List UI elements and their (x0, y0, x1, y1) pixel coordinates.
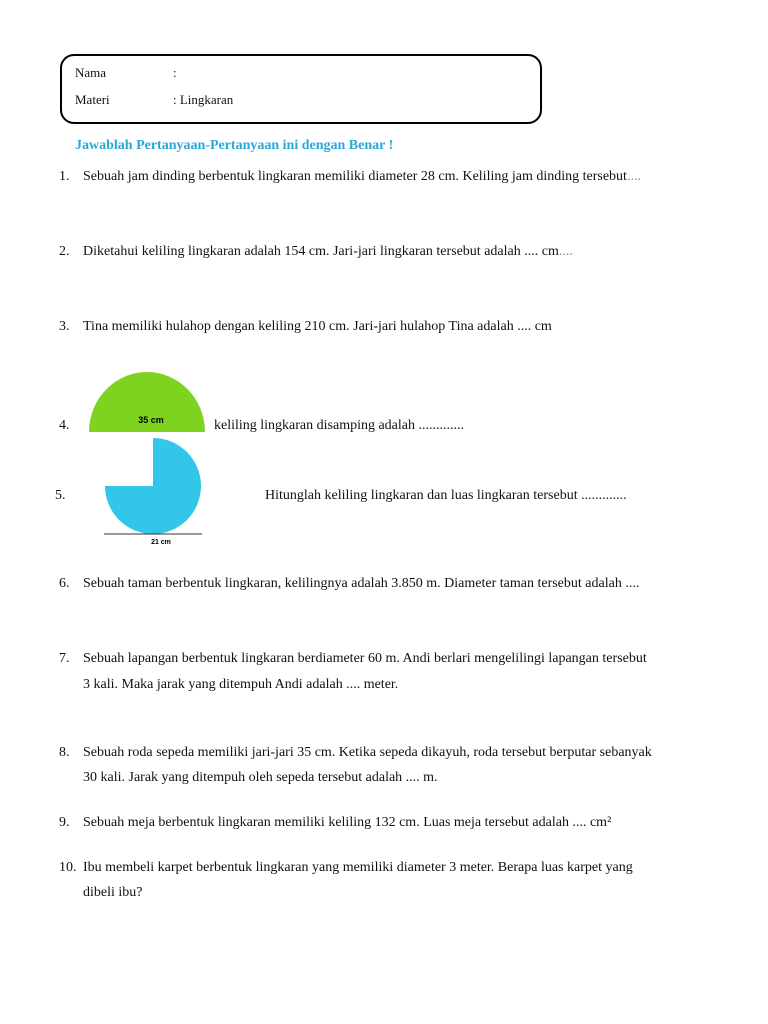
question-number: 7. (59, 651, 70, 666)
answer-dots: .... (558, 244, 573, 259)
three-quarter-circle-figure (100, 437, 208, 549)
question-number: 2. (59, 244, 70, 259)
question-text: Sebuah meja berbentuk lingkaran memiliki keliling 132 cm. Luas meja tersebut adalah .... cm² (83, 815, 612, 830)
nama-label: Nama (75, 65, 107, 80)
question-number: 1. (59, 169, 70, 184)
question-5-text-wrap (265, 483, 627, 509)
question-text: Tina memiliki hulahop dengan keliling 210 cm. Jari-jari hulahop Tina adalah .... cm (83, 319, 552, 334)
materi-value: : Lingkaran (173, 92, 234, 107)
question-number: 4. (59, 418, 70, 433)
question-number: 8. (59, 745, 70, 760)
question-text: keliling lingkaran disamping adalah ............. (214, 418, 465, 433)
question-text: Sebuah roda sepeda memiliki jari-jari 35 cm. Ketika sepeda dikayuh, roda tersebut berputar sebanyak (83, 745, 652, 760)
question-text-continued: dibeli ibu? (83, 885, 143, 900)
question-8-line2 (83, 765, 438, 791)
semicircle-diameter-label: 35 cm (138, 415, 164, 425)
question-text: Ibu membeli karpet berbentuk lingkaran yang memiliki diameter 3 meter. Berapa luas karpet yang (83, 860, 633, 875)
question-number: 3. (59, 319, 70, 334)
answer-dots: .... (626, 169, 641, 184)
nama-value: : (173, 65, 177, 80)
question-10-line2 (83, 880, 143, 906)
question-number: 5. (55, 488, 66, 503)
materi-label: Materi (75, 92, 110, 107)
question-text-continued: 30 kali. Jarak yang ditempuh oleh sepeda tersebut adalah .... m. (83, 770, 438, 785)
question-number: 10. (59, 860, 77, 875)
question-text: Sebuah lapangan berbentuk lingkaran berdiameter 60 m. Andi berlari mengelilingi lapangan tersebut (83, 651, 647, 666)
question-text: Hitunglah keliling lingkaran dan luas lingkaran tersebut ............. (265, 488, 627, 503)
question-7-line2 (83, 672, 398, 698)
identity-box (60, 54, 542, 124)
question-text-continued: 3 kali. Maka jarak yang ditempuh Andi adalah .... meter. (83, 677, 399, 692)
instruction-heading: Jawablah Pertanyaan-Pertanyaan ini dengan Benar ! (75, 138, 394, 153)
three-quarter-diameter-label: 21 cm (151, 539, 171, 546)
question-text: Diketahui keliling lingkaran adalah 154 cm. Jari-jari lingkaran tersebut adalah .... cm (83, 244, 559, 259)
question-4-text-wrap (214, 413, 464, 439)
question-text: Sebuah taman berbentuk lingkaran, kelilingnya adalah 3.850 m. Diameter taman tersebut adalah .... (83, 576, 640, 591)
question-number: 9. (59, 815, 70, 830)
question-text: Sebuah jam dinding berbentuk lingkaran memiliki diameter 28 cm. Keliling jam dinding tersebut (83, 169, 627, 184)
three-quarter-circle-shape (105, 438, 201, 534)
semicircle-figure (88, 370, 206, 434)
question-number: 6. (59, 576, 70, 591)
